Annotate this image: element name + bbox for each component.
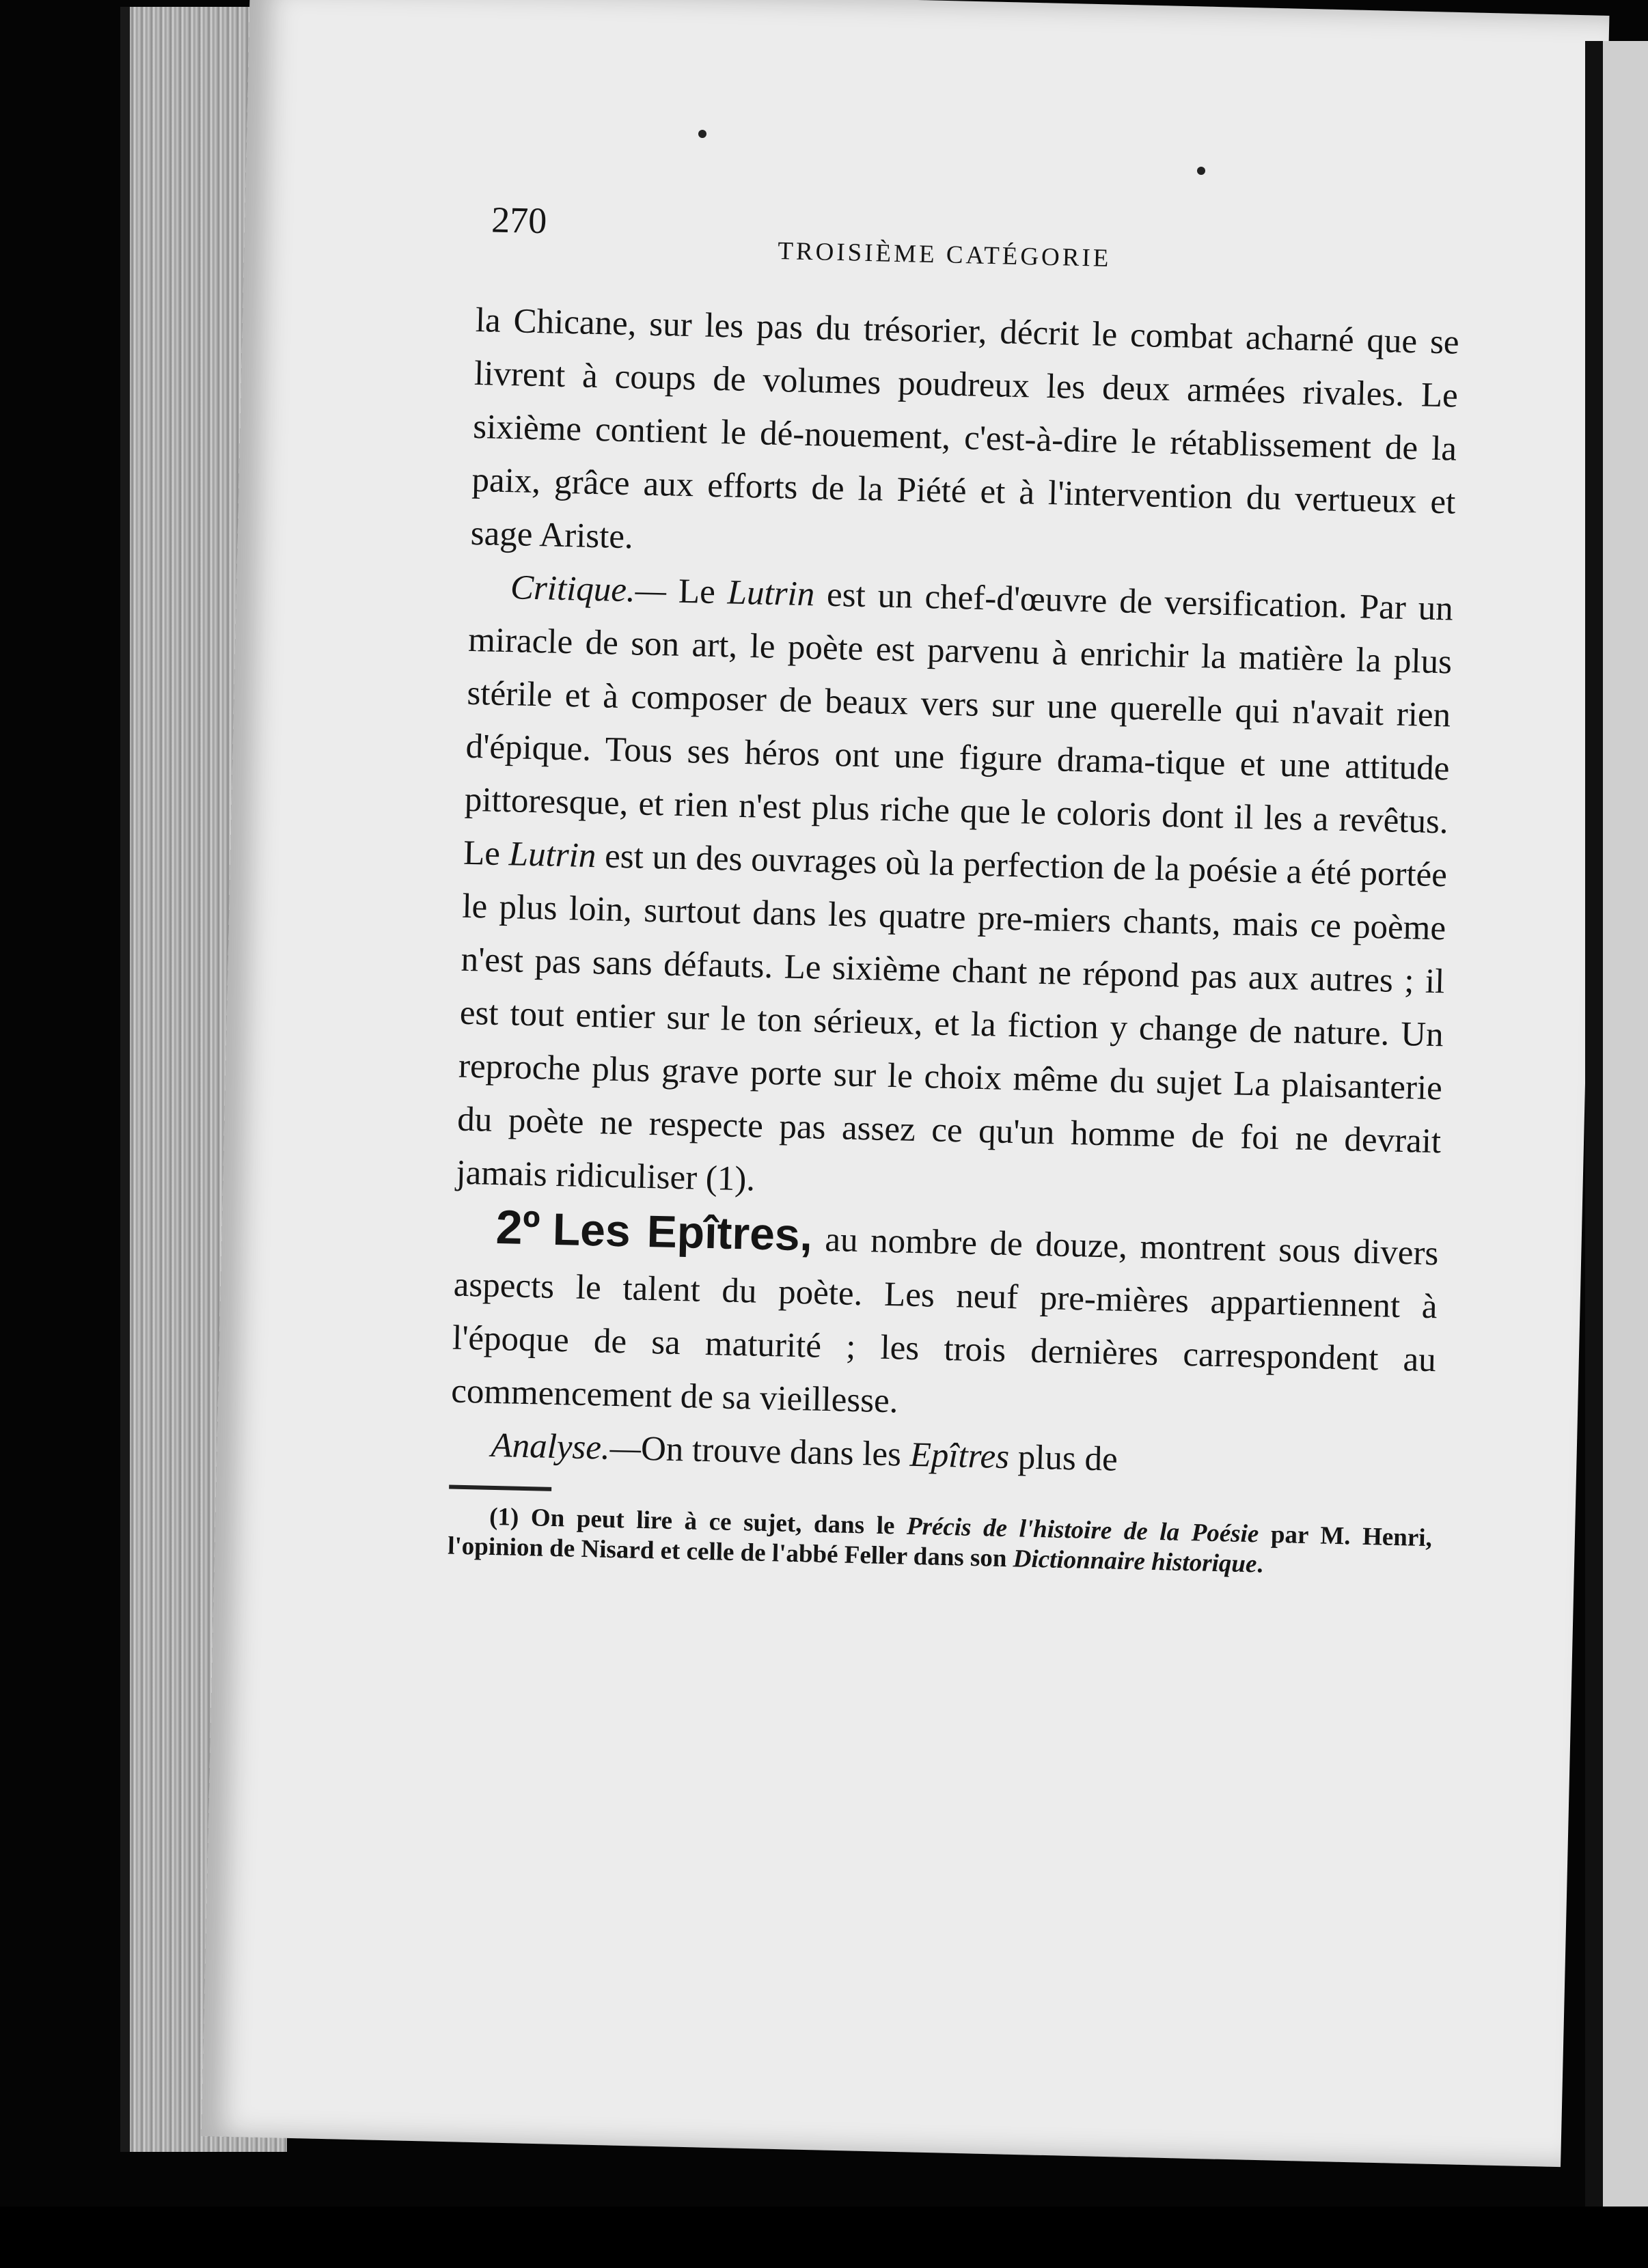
paragraph-text: Le — [665, 572, 728, 612]
paragraph-epitres — [450, 1200, 1439, 1441]
footnote-rule — [449, 1485, 551, 1491]
paragraph — [470, 294, 1459, 583]
footnote-title: Précis de l'histoire de la Poésie — [906, 1512, 1259, 1549]
speck-mark — [698, 130, 706, 138]
facing-page-edge — [1585, 41, 1648, 2213]
speck-mark — [1197, 167, 1205, 175]
footnote-text: par M. Henri, l'opinion de Nisard et celle de l'abbé Feller dans son — [447, 1520, 1433, 1573]
work-title: Epîtres — [909, 1435, 1010, 1477]
text-block — [448, 198, 1462, 1584]
paragraph-text: est un des ouvrages où la perfection de la poésie a été portée le plus loin, surtout dans les quatre pre-miers chants, mais ce poème n'est pas sans défauts. Le sixième chant ne répond pas aux autres ; il est tout entier sur le ton sérieux, et la fiction y change de nature. Un reproche plus grave porte sur le choix même du sujet La plaisanterie du poète ne respecte pas assez ce qu'un homme de foi ne devrait jamais ridiculiser (1). — [455, 837, 1448, 1199]
footnote-text: (1) On peut lire à ce sujet, dans le — [489, 1502, 907, 1540]
paragraph-text: plus de — [1008, 1438, 1118, 1479]
footnote-title: Dictionnaire historique — [1013, 1545, 1257, 1579]
critique-label: Critique.— — [510, 568, 667, 611]
paragraph-text: est un chef-d'œuvre de versification. Par un miracle de son art, le poète est parvenu à enrichir la matière la plus stérile et à composer de beaux vers sur une querelle qui n'avait rien d'épique. Tous ses héros ont une figure drama-tique et une attitude pittoresque, et rien n'est plus riche que le coloris dont il les a revêtus. Le — [463, 575, 1454, 874]
paragraph-text: la Chicane, sur les pas du trésorier, décrit le combat acharné que se livrent à coups de volumes poudreux les deux armées rivales. Le sixième contient le dé-nouement, c'est-à-dire le rétablissement de la paix, grâce aux efforts de la Piété et à l'intervention du vertueux et sage Ariste. — [470, 301, 1460, 557]
paragraph-critique — [456, 560, 1454, 1221]
running-head: TROISIÈME CATÉGORIE — [777, 236, 1112, 273]
analyse-label: Analyse.— — [490, 1426, 642, 1468]
work-title: Lutrin — [727, 573, 815, 614]
footnote-text: . — [1256, 1550, 1264, 1579]
section-number: 2º — [495, 1200, 541, 1255]
scan-border-bottom — [0, 2207, 1648, 2268]
section-heading: Les Epîtres, — [552, 1203, 813, 1260]
work-title: Lutrin — [508, 835, 597, 876]
page-number: 270 — [491, 199, 547, 242]
paragraph-text: On trouve dans les — [640, 1429, 911, 1474]
paragraph-text: au nombre de douze, montrent sous divers aspects le talent du poète. Les neuf pre-mières appartiennent à l'époque de sa maturité ; les trois dernières carrespondent au commencement de sa vieillesse. — [450, 1220, 1439, 1421]
